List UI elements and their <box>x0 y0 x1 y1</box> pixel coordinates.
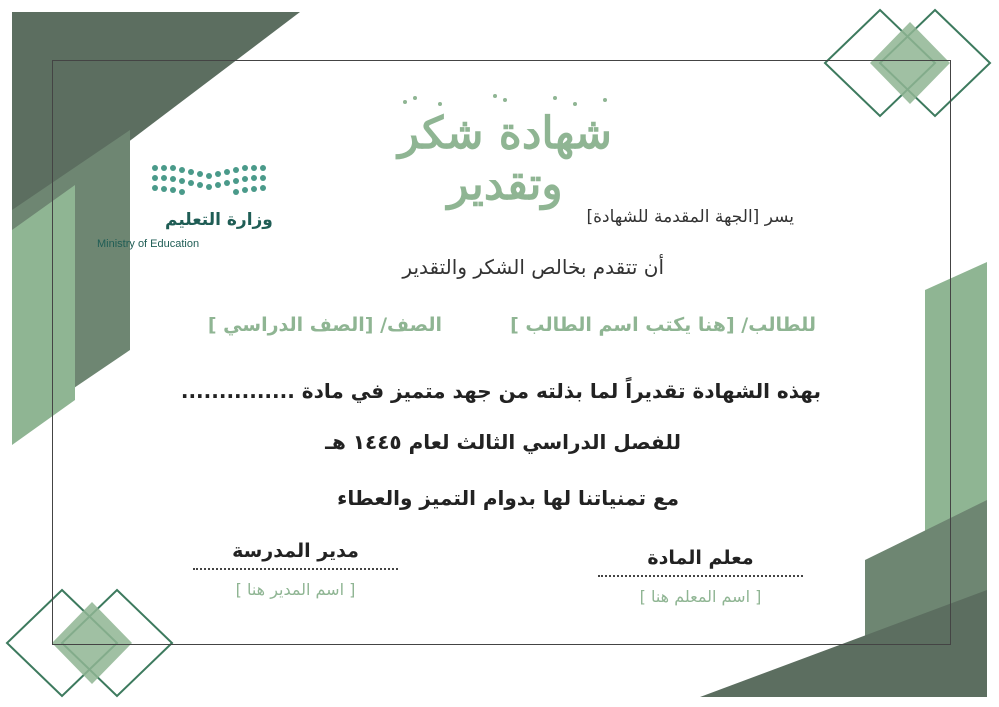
student-line: للطالب/ [هنا يكتب اسم الطالب ] <box>510 314 816 336</box>
ministry-logo <box>95 160 275 255</box>
principal-title: مدير المدرسة <box>232 540 359 562</box>
presenter-line: يسر [الجهة المقدمة للشهادة] <box>586 207 794 227</box>
grade-line: الصف/ [الصف الدراسي ] <box>207 314 442 336</box>
certificate-title-text: شهادة شكر وتقدير <box>398 108 612 210</box>
logo-dots-icon <box>150 162 270 202</box>
teacher-signature-line <box>598 575 803 577</box>
principal-signature-line <box>193 568 398 570</box>
ministry-name-arabic: وزارة التعليم <box>165 210 273 230</box>
reason-line: بهذه الشهادة تقديراً لما بذلته من جهد متميز في مادة ............... <box>180 379 821 403</box>
thanks-line: أن تتقدم بخالص الشكر والتقدير <box>402 255 664 279</box>
teacher-title: معلم المادة <box>647 547 754 569</box>
principal-signature <box>193 540 398 599</box>
wishes-line: مع تمنياتنا لها بدوام التميز والعطاء <box>337 486 679 510</box>
principal-name: [ اسم المدير هنا ] <box>235 580 356 599</box>
teacher-name: [ اسم المعلم هنا ] <box>639 587 762 606</box>
teacher-signature <box>598 547 803 606</box>
ministry-name-english: Ministry of Education <box>97 238 200 250</box>
certificate-title <box>345 90 665 210</box>
term-line: للفصل الدراسي الثالث لعام ١٤٤٥ هـ <box>325 430 681 454</box>
